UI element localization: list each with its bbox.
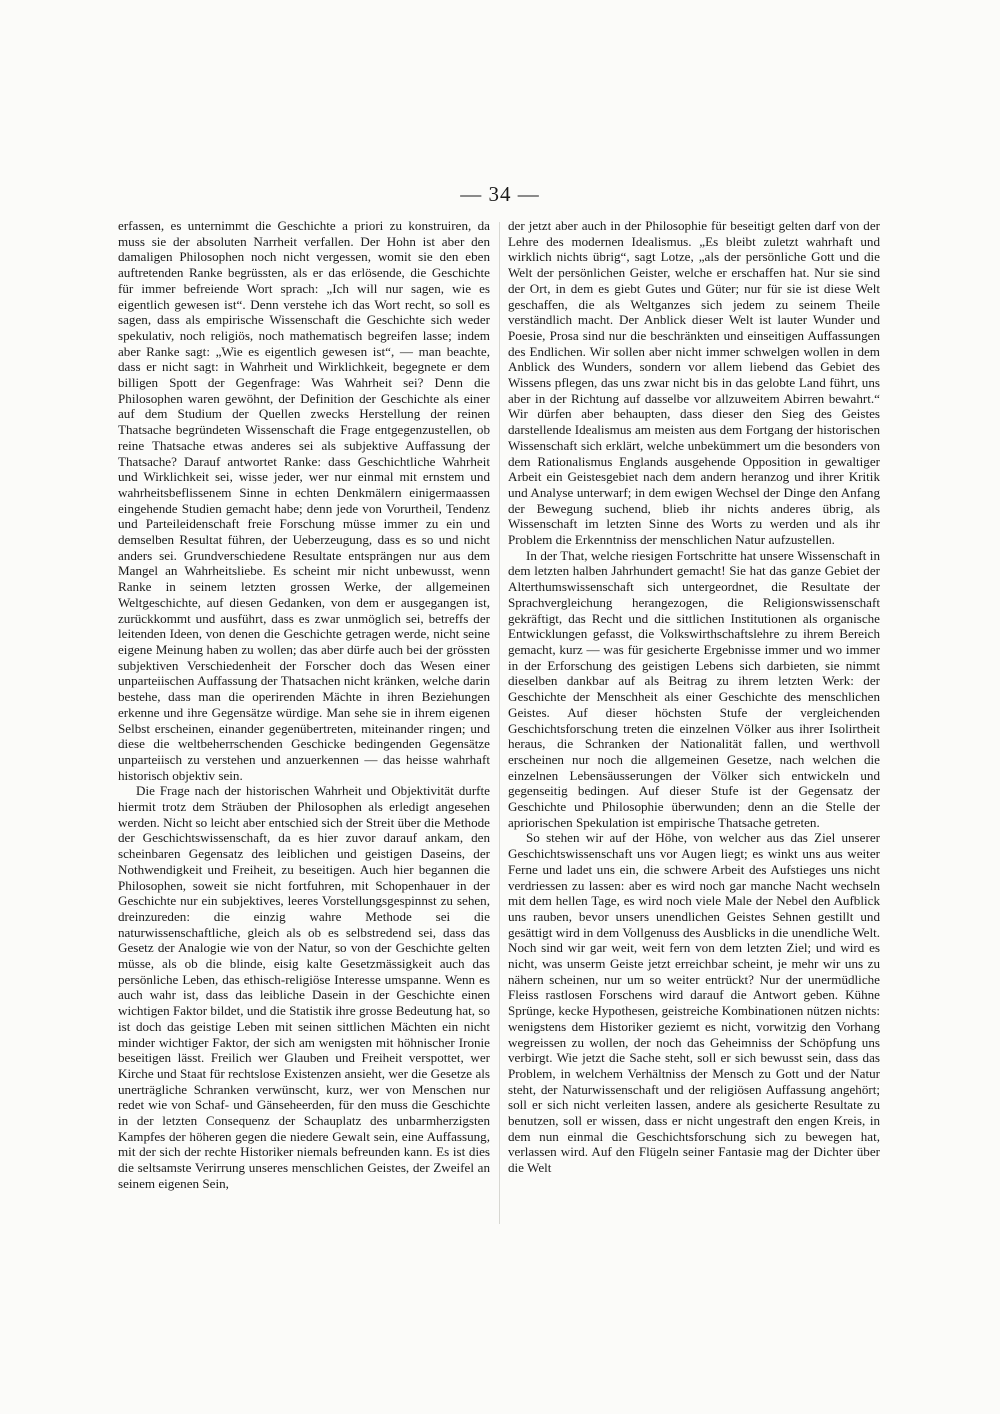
left-column bbox=[118, 218, 490, 1192]
paragraph-left-1: erfassen, es unternimmt die Geschichte a priori zu konstruiren, da muss sie der absoluten Narrheit verfallen. Der Hohn ist aber den damaligen Philosophen noch nicht vergessen, womit sie den eben auftretenden Ranke begrüssten, als er das erlösende, die Geschichte für immer befreiende Wort sprach: „Ich will nur sagen, wie es eigentlich gewesen ist“. Denn verstehe ich das Wort recht, so soll es sagen, dass als empirische Wissenschaft die Geschichte sich weder spekulativ, noch religiös, noch mathematisch begreifen lasse; indem aber Ranke sagt: „Wie es eigentlich gewesen ist“, — man beachte, dass er nicht sagt: in Wahrheit und Wirklichkeit, begegnete er dem billigen Spott der Gegenfrage: Was Wahrheit sei? Denn die Philosophen waren gewöhnt, der Definition der Geschichte als einer auf dem Studium der Quellen zwecks Herstellung der reinen Thatsache begründeten Wissenschaft die Frage entgegenzustellen, ob reine Thatsache etwas anderes sei als subjektive Auffassung der Thatsache? Darauf antwortet Ranke: dass Geschichtliche Wahrheit und Wirklichkeit sei, wisse jeder, wer nur einmal mit ernstem und wahrheitsbeflissenem Sinne in echten Denkmälern einigermaassen eingehende Studien gemacht habe; denn jede von Vorurtheil, Tendenz und Parteileidenschaft freie Forschung müsse immer zu ein und demselben Resultat führen, der Ueberzeugung, dass es so und nicht anders sei. Grundverschiedene Resultate entsprängen nur aus dem Mangel an Wahrheitsliebe. Es scheint mir nicht unbewusst, wenn Ranke in seinem letzten grossen Werke, der allgemeinen Weltgeschichte, auf diesen Gedanken, von dem er ausgegangen ist, zurückkommt und ausführt, dass es zwar unmöglich sei, betreffs der leitenden Ideen, von denen die Geschichte getragen werde, nicht seine eigene Meinung haben zu wollen; das aber dürfe auch bei der grössten subjektiven Verschiedenheit der Forscher doch das Wesen einer unparteiischen Auffassung der Thatsachen nicht kränken, welche darin bestehe, dass man die operirenden Mächte in ihren Beziehungen erkenne und ihre Gegensätze würdige. Man sehe sie in ihrem eigenen Selbst erscheinen, einander gegenübertreten, miteinander ringen; und diese die weltbeherrschenden Geschicke bedingenden Gegensätze unparteiisch zu verstehen und anzuerkennen — das heisse wahrhaft historisch objektiv sein. bbox=[118, 218, 490, 783]
page-number: — 34 — bbox=[460, 182, 540, 206]
paragraph-right-1: der jetzt aber auch in der Philosophie für beseitigt gelten darf von der Lehre des modernen Idealismus. „Es bleibt zuletzt wahrhaft und wirklich nichts übrig“, sagt Lotze, „als der persönliche Gott und die Welt der persönlichen Geister, welche er erschaffen hat. Nur sie sind der Ort, in dem es giebt Gutes und Güter; nur für sie ist diese Welt geschaffen, die als Weltganzes sich jedem zu seinem Theile verständlich macht. Der Anblick dieser Welt ist lauter Wunder und Poesie, Prosa sind nur die beschränkten und einseitigen Auffassungen des Endlichen. Wir sollen aber nicht immer schwelgen wollen in dem Anblick des Wunders, sondern vor allem liebend das Gebiet des Wissens pflegen, das uns zwar nicht bis in das gelobte Land führt, uns aber in der Richtung auf dasselbe vor allzuweitem Abirren bewahrt.“ Wir dürfen aber behaupten, dass dieser den Sieg des Geistes darstellende Idealismus am meisten aus dem Fortgang der historischen Wissenschaft sich erklärt, welche unbekümmert um die besonders von dem Rationalismus Englands ausgehende Opposition in gewaltiger Arbeit ein Geistesgebiet nach dem andern heranzog und ihrer Kritik und Analyse unterwarf; in dem ewigen Wechsel der Dinge den Anfang der Bewegung suchend, blieb ihr nichts anderes übrig, als Wissenschaft im letzten Sinne des Worts zu werden und als ihr Problem die Erkenntniss der menschlichen Natur aufzustellen. bbox=[508, 218, 880, 548]
paragraph-left-2: Die Frage nach der historischen Wahrheit und Objektivität durfte hiermit trotz dem Sträuben der Philosophen als erledigt angesehen werden. Nicht so leicht aber entschied sich der Streit über die Methode der Geschichtswissenschaft, da es hier zuvor darauf ankam, den scheinbaren Gegensatz des leiblichen und geistigen Daseins, der Nothwendigkeit und Freiheit, zu beseitigen. Auch hier begannen die Philosophen, soweit sie nicht fortfuhren, mit Schopenhauer in der Geschichte nur ein subjektives, leeres Vorstellungsgespinnst zu sehen, dreinzureden: die einzig wahre Methode sei die naturwissenschaftliche, gleich als ob es selbstredend sei, dass das Gesetz der Analogie wie von der Natur, so von der Geschichte gelten müsse, als ob die blinde, eisig kalte Gesetzmässigkeit auch das persönliche Leben, das ethisch-religiöse Interesse umspanne. Wenn es auch wahr ist, dass das leibliche Dasein in der Geschichte einen wichtigen Faktor bildet, und die Statistik ihre grosse Bedeutung hat, so ist doch das geistige Leben mit seinen sittlichen Mächten ein nicht minder wichtiger Faktor, der sich am wenigsten mit höhnischer Ironie beseitigen lässt. Freilich wer Glauben und Freiheit verspottet, wer Kirche und Staat für rechtslose Existenzen ansieht, wer die Gesetze als unerträgliche Schranken verwünscht, kurz, wer von Menschen nur redet wie von Schaf- und Gänseheerden, für den muss die Geschichte in der letzten Consequenz der Schauplatz des unbarmherzigsten Kampfes der höheren gegen die niedere Gewalt sein, eine Auffassung, mit der sich der rechte Historiker niemals befreunden kann. Es ist dies die seltsamste Verirrung unseres menschlichen Geistes, der Zweifel an seinem eigenen Sein, bbox=[118, 783, 490, 1191]
right-column bbox=[508, 218, 880, 1176]
column-divider bbox=[499, 222, 500, 1224]
paragraph-right-3: So stehen wir auf der Höhe, von welcher aus das Ziel unserer Geschichtswissenschaft uns vor Augen liegt; es winkt uns aus weiter Ferne und ladet uns ein, die schwere Arbeit des Aufstieges uns nicht verdriessen zu lassen: aber es wird noch gar manche Nacht wechseln mit dem hellen Tage, es wird noch viele Male der Nebel den Aufblick uns rauben, bevor unsers unendlichen Geistes Sehnen gestillt und gesättigt wird in dem Vollgenuss des Ausblicks in die unendliche Welt. Noch sind wir gar weit, weit fern von dem letzten Ziel; und wird es nicht, was unserm Geiste jetzt erreichbar scheint, je mehr wir uns zu nähern scheinen, nur um so weiter entrückt? Nur der unermüdliche Fleiss rastlosen Forschens wird darauf die Antwort geben. Kühne Sprünge, kecke Hypothesen, geistreiche Kombinationen nützen nichts: wenigstens dem Historiker geziemt es nicht, vorwitzig den Vorhang wegreissen zu wollen, der noch das Geheimniss der Schöpfung uns verbirgt. Wie jetzt die Sache steht, soll er sich bewusst sein, dass das Problem, in welchem Verhältniss der Mensch zu Gott und der Natur steht, der Naturwissenschaft und der religiösen Auffassung angehört; soll er sich nicht verleiten lassen, andere als gesicherte Resultate zu benutzen, soll er wissen, dass er nicht ungestraft den engen Kreis, in dem nun einmal die Geschichtsforschung sich zu bewegen hat, verlassen wird. Auf den Flügeln seiner Fantasie mag der Dichter über die Welt bbox=[508, 830, 880, 1176]
paragraph-right-2: In der That, welche riesigen Fortschritte hat unsere Wissenschaft in dem letzten halben Jahrhundert gemacht! Sie hat das ganze Gebiet der Alterthumswissenschaft sich untergeordnet, die Resultate der Sprachvergleichung herangezogen, die Religionswissenschaft gekräftigt, das Recht und die sittlichen Institutionen als organische Entwicklungen gefasst, die Volkswirthschaftslehre zu ihrem Bereich gemacht, kurz — was für gesicherte Ergebnisse immer und wo immer in der Erforschung des geistigen Lebens sich darbieten, sie nimmt dieselben dankbar auf als Beitrag zu ihrem letzten Werk: der Geschichte der Menschheit als einer Geschichte des menschlichen Geistes. Auf dieser höchsten Stufe der vergleichenden Geschichtsforschung treten die einzelnen Völker aus ihrer Isolirtheit heraus, die Schranken der Nationalität fallen, und werthvoll erscheinen nur noch die allgemeinen Gesetze, nach welchen die einzelnen Lebensäusserungen der Völker sich entwickeln und gegenseitig bedingen. Auf dieser Stufe ist der Gegensatz der Geschichte und Philosophie überwunden; denn an die Stelle der apriorischen Spekulation ist empirische Thatsache getreten. bbox=[508, 547, 880, 830]
